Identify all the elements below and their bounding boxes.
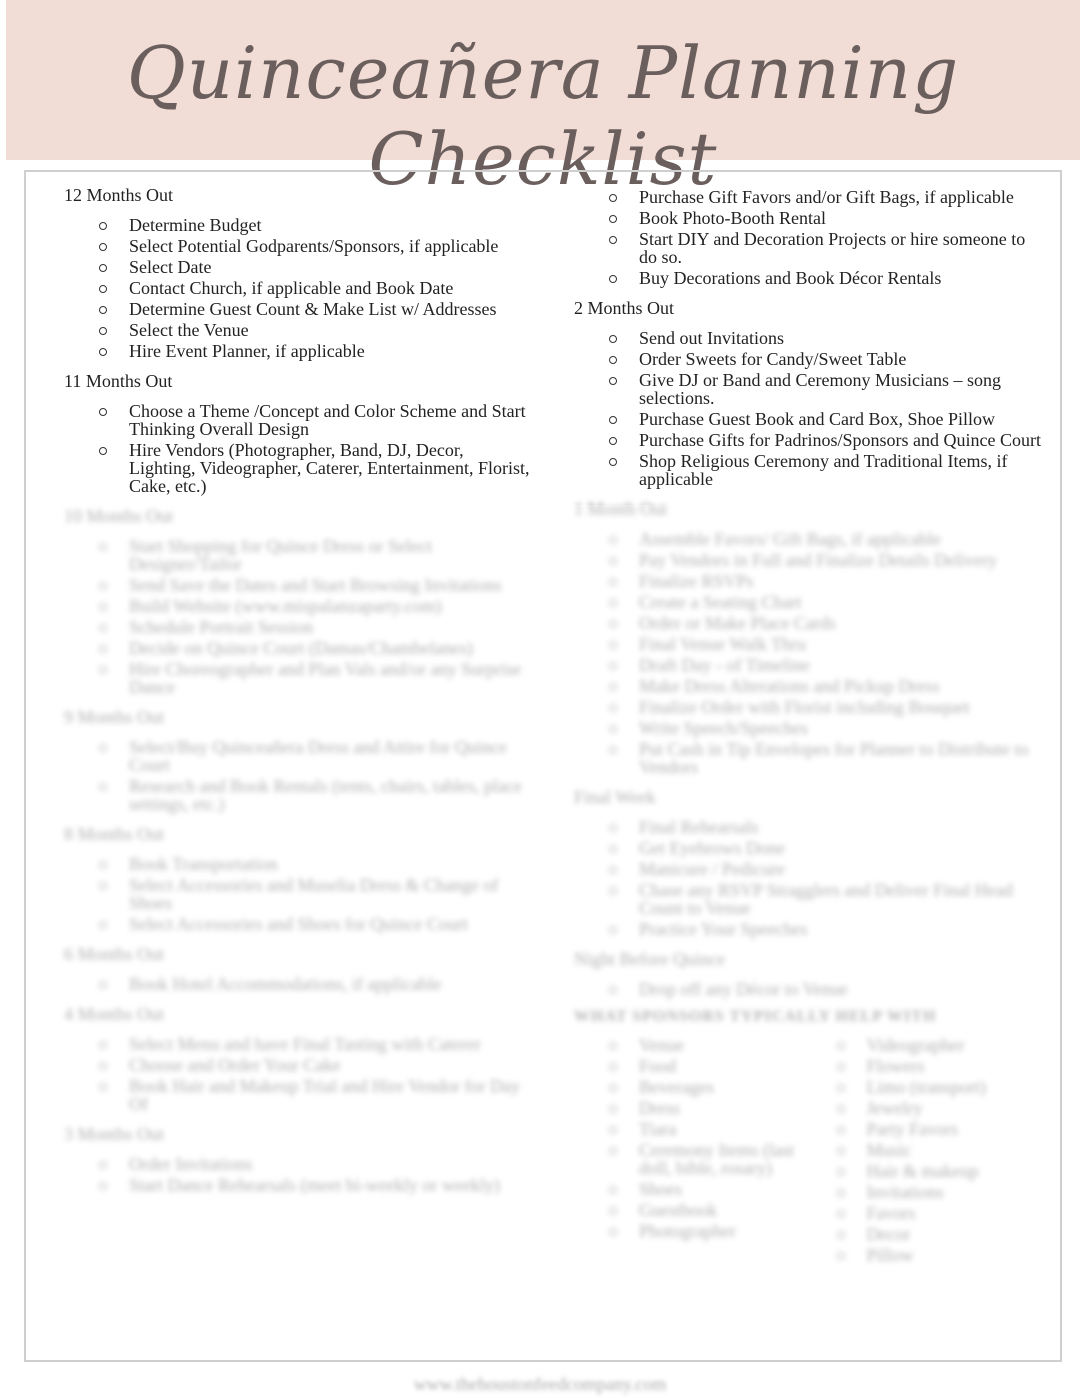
checklist-item: Contact Church, if applicable and Book Date (129, 279, 534, 297)
sponsor-item: Beverages (639, 1078, 817, 1096)
checklist-items (64, 1035, 534, 1113)
sponsors-list (574, 1036, 817, 1267)
sponsor-item: Ceremony Items (last doll, bible, rosary) (639, 1141, 817, 1177)
section-heading: 12 Months Out (64, 185, 174, 205)
checklist-item: Determine Guest Count & Make List w/ Addresses (129, 300, 534, 318)
section-heading: Final Week (574, 787, 656, 807)
checklist-item: Book Hair and Makeup Trial and Hire Vendor for Day Of (129, 1077, 534, 1113)
checklist-item: Final Rehearsals (639, 818, 1044, 836)
section-heading: 10 Months Out (64, 506, 174, 526)
checklist-item: Start DIY and Decoration Projects or hire someone to do so. (639, 230, 1044, 266)
right-section (574, 498, 1044, 776)
checklist-item: Order Invitations (129, 1155, 534, 1173)
checklist-item: Purchase Gifts for Padrinos/Sponsors and Quince Court (639, 431, 1044, 449)
checklist-items (64, 1155, 534, 1194)
checklist-item: Assemble Favors/ Gift Bags, if applicable (639, 530, 1044, 548)
checklist-item: Buy Decorations and Book Décor Rentals (639, 269, 1044, 287)
sponsor-item: Pillow (867, 1246, 1045, 1264)
checklist-item: Put Cash in Tip Envelopes for Planner to Distribute to Vendors (639, 740, 1044, 776)
checklist-item: Write Speech/Speeches (639, 719, 1044, 737)
left-column (64, 184, 534, 1204)
section-heading: 6 Months Out (64, 944, 165, 964)
sponsor-item: Videographer (867, 1036, 1045, 1054)
section-heading: 9 Months Out (64, 707, 165, 727)
checklist-items (64, 738, 534, 813)
checklist-item: Purchase Gift Favors and/or Gift Bags, if applicable (639, 188, 1044, 206)
checklist-item: Pay Vendors in Full and Finalize Details Delivery (639, 551, 1044, 569)
checklist-item: Decide on Quince Court (Damas/Chambelanes) (129, 639, 534, 657)
sponsor-item: Guestbook (639, 1201, 817, 1219)
checklist-frame (24, 170, 1062, 1362)
checklist-item: Book Hotel Accommodations, if applicable (129, 975, 534, 993)
checklist-item: Select Accessories and Shoes for Quince Court (129, 915, 534, 933)
sponsor-item: Hair & makeup (867, 1162, 1045, 1180)
checklist-item: Shop Religious Ceremony and Traditional Items, if applicable (639, 452, 1044, 488)
checklist-item: Select/Buy Quinceañera Dress and Attire for Quince Court (129, 738, 534, 774)
checklist-item: Finalize RSVPs (639, 572, 1044, 590)
sponsor-item: Venue (639, 1036, 817, 1054)
sponsor-item: Limo (transport) (867, 1078, 1045, 1096)
checklist-item: Select the Venue (129, 321, 534, 339)
section-heading: 8 Months Out (64, 824, 165, 844)
left-section (64, 706, 534, 813)
checklist-items (574, 530, 1044, 776)
checklist-item: Draft Day - of Timeline (639, 656, 1044, 674)
sponsor-item: Food (639, 1057, 817, 1075)
checklist-item: Practice Your Speeches (639, 920, 1044, 938)
checklist-items (64, 537, 534, 696)
page-title: Quinceañera Planning Checklist (126, 31, 960, 202)
sponsor-item: Jewelry (867, 1099, 1045, 1117)
checklist-items (64, 855, 534, 933)
checklist-item: Start Shopping for Quince Dress or Select Designer/Tailor (129, 537, 534, 573)
checklist-items (64, 402, 534, 495)
checklist-item: Send Save the Dates and Start Browsing Invitations (129, 576, 534, 594)
sponsor-item: Party Favors (867, 1120, 1045, 1138)
checklist-item: Drop off any Décor to Venue (639, 980, 1044, 998)
checklist-item: Choose and Order Your Cake (129, 1056, 534, 1074)
sponsor-item: Photographer (639, 1222, 817, 1240)
checklist-item: Select Accessories and Muselia Dress & Change of Shoes (129, 876, 534, 912)
checklist-item: Hire Event Planner, if applicable (129, 342, 534, 360)
checklist-item: Choose a Theme /Concept and Color Scheme and Start Thinking Overall Design (129, 402, 534, 438)
right-column (574, 188, 1044, 1277)
checklist-item: Select Potential Godparents/Sponsors, if applicable (129, 237, 534, 255)
right-section (574, 188, 1044, 287)
section-heading: 4 Months Out (64, 1004, 165, 1024)
checklist-item: Create a Seating Chart (639, 593, 1044, 611)
checklist-items (64, 216, 534, 360)
sponsor-item: Dress (639, 1099, 817, 1117)
checklist-item: Send out Invitations (639, 329, 1044, 347)
sponsors-section (574, 1008, 1044, 1277)
checklist-item: Final Venue Walk Thru (639, 635, 1044, 653)
checklist-item: Order or Make Place Cards (639, 614, 1044, 632)
left-section (64, 1003, 534, 1113)
section-heading: 2 Months Out (574, 298, 675, 318)
checklist-items (574, 329, 1044, 488)
checklist-item: Get Eyebrows Done (639, 839, 1044, 857)
checklist-item: Book Photo-Booth Rental (639, 209, 1044, 227)
checklist-item: Chase any RSVP Stragglers and Deliver Final Head Count to Venue (639, 881, 1044, 917)
checklist-items (574, 818, 1044, 938)
checklist-item: Order Sweets for Candy/Sweet Table (639, 350, 1044, 368)
sponsor-item: Favors (867, 1204, 1045, 1222)
checklist-item: Finalize Order with Florist including Bouquet (639, 698, 1044, 716)
sponsor-item: Flowers (867, 1057, 1045, 1075)
footer-url: www.thehoustonfeedcompany.com (413, 1374, 667, 1394)
checklist-items (574, 188, 1044, 287)
checklist-item: Build Website (www.mispalanzaparty.com) (129, 597, 534, 615)
left-section (64, 184, 534, 360)
sponsors-title: WHAT SPONSORS TYPICALLY HELP WITH (574, 1008, 937, 1025)
checklist-item: Select Menu and have Final Tasting with Caterer (129, 1035, 534, 1053)
checklist-items (574, 980, 1044, 998)
left-section (64, 370, 534, 495)
checklist-item: Make Dress Alterations and Pickup Dress (639, 677, 1044, 695)
checklist-item: Purchase Guest Book and Card Box, Shoe Pillow (639, 410, 1044, 428)
checklist-item: Start Dance Rehearsals (meet bi-weekly or weekly) (129, 1176, 534, 1194)
checklist-item: Research and Book Rentals (tents, chairs, tables, place settings, etc.) (129, 777, 534, 813)
right-section (574, 786, 1044, 938)
checklist-items (64, 975, 534, 993)
left-section (64, 943, 534, 993)
sponsor-item: Tiara (639, 1120, 817, 1138)
sponsor-item: Music (867, 1141, 1045, 1159)
section-heading: 3 Months Out (64, 1124, 165, 1144)
checklist-item: Give DJ or Band and Ceremony Musicians – song selections. (639, 371, 1044, 407)
sponsors-list (817, 1036, 1045, 1267)
checklist-item: Hire Vendors (Photographer, Band, DJ, Decor, Lighting, Videographer, Caterer, Entertainment, Florist, Cake, etc.) (129, 441, 534, 495)
right-section (574, 297, 1044, 488)
section-heading: Night Before Quince (574, 949, 725, 969)
right-section (574, 948, 1044, 998)
section-heading: 1 Month Out (574, 499, 668, 519)
checklist-item: Select Date (129, 258, 534, 276)
checklist-item: Hire Choreographer and Plan Vals and/or any Surprise Dance (129, 660, 534, 696)
left-section (64, 823, 534, 933)
left-section (64, 1123, 534, 1194)
sponsor-item: Shoes (639, 1180, 817, 1198)
checklist-item: Manicure / Pedicure (639, 860, 1044, 878)
checklist-item: Book Transportation (129, 855, 534, 873)
sponsors-lists (574, 1032, 1044, 1277)
section-heading: 11 Months Out (64, 371, 173, 391)
sponsor-item: Invitations (867, 1183, 1045, 1201)
checklist-item: Determine Budget (129, 216, 534, 234)
left-section (64, 505, 534, 696)
sponsor-item: Decor (867, 1225, 1045, 1243)
checklist-item: Schedule Portrait Session (129, 618, 534, 636)
